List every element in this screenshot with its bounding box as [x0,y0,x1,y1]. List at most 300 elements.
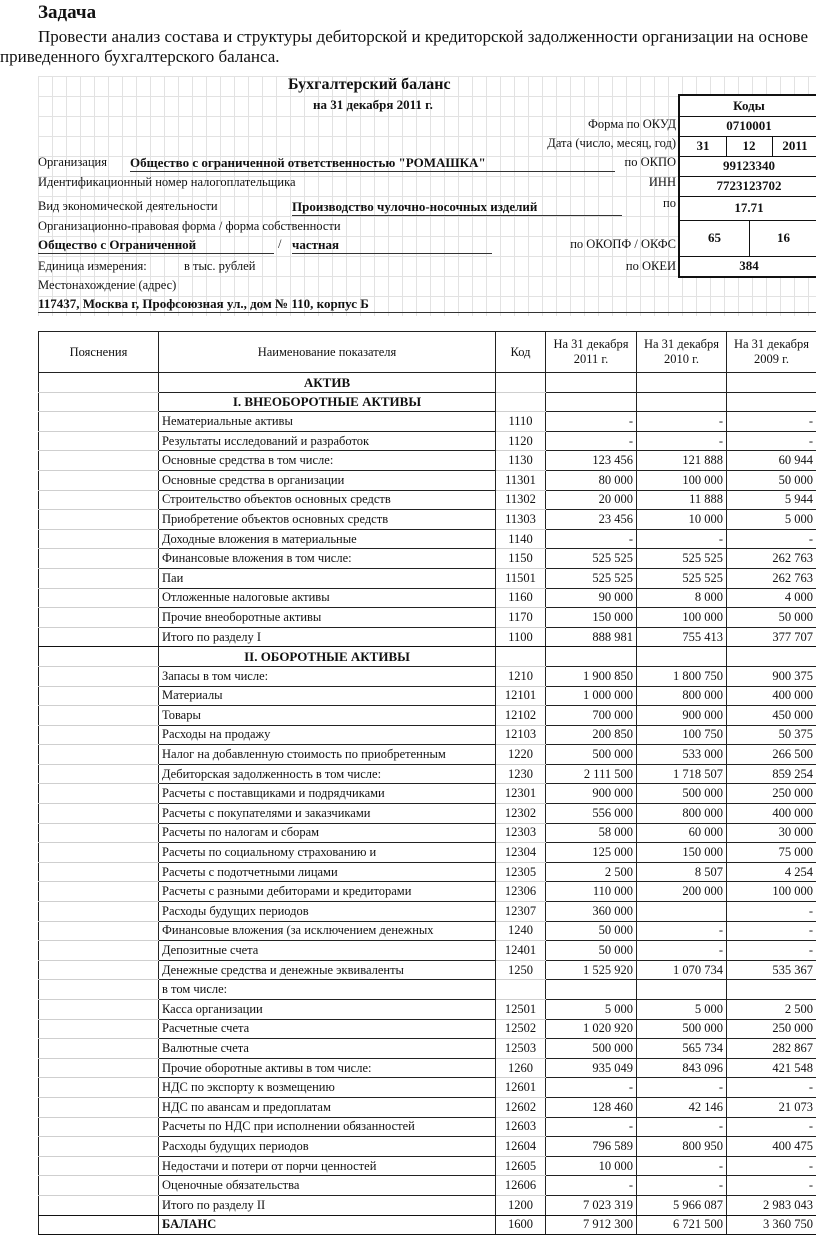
value-2011-cell [546,373,637,393]
code-cell: 1120 [496,431,546,451]
notes-cell [39,921,159,941]
notes-cell [39,1097,159,1117]
code-cell: 12604 [496,1137,546,1157]
name-cell: Отложенные налоговые активы [159,588,496,608]
table-row [39,843,816,863]
balance-table [38,331,816,1235]
value-2011-cell: 10 000 [546,1156,637,1176]
value-2009-cell: 400 475 [727,1137,816,1157]
value-2010-cell: 5 000 [637,1000,727,1020]
table-row [39,960,816,980]
value-2011-cell: 58 000 [546,823,637,843]
notes-cell [39,568,159,588]
notes-cell [39,666,159,686]
code-cell [496,373,546,393]
okpo-value: 99123340 [680,156,816,177]
value-2009-cell: 21 073 [727,1097,816,1117]
notes-cell [39,1058,159,1078]
okopf-value: 65 [680,220,750,256]
date-codes [680,136,816,157]
notes-cell [39,1176,159,1196]
value-2009-cell: 859 254 [727,764,816,784]
value-2010-cell: 11 888 [637,490,727,510]
table-row [39,666,816,686]
value-2011-cell: 796 589 [546,1137,637,1157]
notes-cell [39,490,159,510]
name-cell: Итого по разделу II [159,1195,496,1215]
table-row [39,529,816,549]
okei-value: 384 [739,258,759,273]
code-cell [496,980,546,1000]
codes-box [678,94,816,278]
name-cell: НДС по авансам и предоплатам [159,1097,496,1117]
document-date: на 31 декабря 2011 г. [313,97,433,112]
value-2010-cell: 800 000 [637,804,727,824]
value-2010-cell: - [637,529,727,549]
name-cell: БАЛАНС [159,1215,496,1235]
table-row [39,1117,816,1137]
code-cell: 11301 [496,470,546,490]
code-cell: 1160 [496,588,546,608]
org-value: Общество с ограниченной ответственностью "РОМАШКА" [130,155,615,172]
value-2009-cell: 50 000 [727,470,816,490]
notes-cell [39,1019,159,1039]
value-2011-cell: 5 000 [546,1000,637,1020]
table-row [39,392,816,412]
notes-cell [39,431,159,451]
value-2009-cell: 4 254 [727,862,816,882]
value-2009-cell: 450 000 [727,706,816,726]
name-cell: Расходы на продажу [159,725,496,745]
notes-cell [39,745,159,765]
value-2011-cell: 125 000 [546,843,637,863]
code-cell: 1260 [496,1058,546,1078]
value-2009-cell: 262 763 [727,549,816,569]
code-cell: 12501 [496,1000,546,1020]
name-cell: Запасы в том числе: [159,666,496,686]
okved-value: 17.71 [680,196,816,221]
value-2010-cell: 1 800 750 [637,666,727,686]
name-cell: Расчеты по НДС при исполнении обязанностей [159,1117,496,1137]
code-cell: 12301 [496,784,546,804]
value-2009-cell: 30 000 [727,823,816,843]
table-row [39,706,816,726]
value-2011-cell [546,392,637,412]
code-cell: 12102 [496,706,546,726]
table-row [39,784,816,804]
table-row [39,412,816,432]
value-2009-cell: - [727,529,816,549]
notes-cell [39,373,159,393]
unit-label: Единица измерения: [38,259,147,273]
notes-cell [39,1137,159,1157]
value-2009-cell: 60 944 [727,451,816,471]
table-row [39,745,816,765]
date-label: Дата (число, месяц, год) [547,136,676,150]
value-2009-cell: 266 500 [727,745,816,765]
value-2011-cell: 900 000 [546,784,637,804]
notes-cell [39,1000,159,1020]
value-2009-cell: 2 500 [727,1000,816,1020]
name-cell: Основные средства в организации [159,470,496,490]
value-2010-cell: 525 525 [637,549,727,569]
name-cell: Расчетные счета [159,1019,496,1039]
value-2009-cell: - [727,1156,816,1176]
code-cell: 12601 [496,1078,546,1098]
value-2011-cell: - [546,431,637,451]
value-2011-cell: 935 049 [546,1058,637,1078]
code-cell: 12103 [496,725,546,745]
okei-label: по ОКЕИ [625,259,676,273]
value-2011-cell: 2 111 500 [546,764,637,784]
table-row [39,451,816,471]
value-2010-cell: 6 721 500 [637,1215,727,1235]
name-cell: I. ВНЕОБОРОТНЫЕ АКТИВЫ [159,392,496,412]
value-2011-cell: 525 525 [546,549,637,569]
value-2011-cell [546,980,637,1000]
code-cell: 12306 [496,882,546,902]
table-row [39,823,816,843]
code-cell: 12302 [496,804,546,824]
value-2009-cell: 4 000 [727,588,816,608]
value-2009-cell: - [727,1176,816,1196]
value-2009-cell: 400 000 [727,804,816,824]
name-cell: Касса организации [159,1000,496,1020]
name-cell: Денежные средства и денежные эквиваленты [159,960,496,980]
name-cell: Недостачи и потери от порчи ценностей [159,1156,496,1176]
value-2011-cell: 123 456 [546,451,637,471]
notes-cell [39,980,159,1000]
notes-cell [39,608,159,628]
name-cell: Оценочные обязательства [159,1176,496,1196]
value-2009-cell: 535 367 [727,960,816,980]
value-2010-cell: 42 146 [637,1097,727,1117]
table-row [39,510,816,530]
date-month: 12 [726,136,773,156]
value-2011-cell: 80 000 [546,470,637,490]
value-2009-cell [727,647,816,667]
value-2010-cell [637,980,727,1000]
col-2009-header: На 31 декабря 2009 г. [727,332,816,373]
name-cell: НДС по экспорту к возмещению [159,1078,496,1098]
code-cell: 1200 [496,1195,546,1215]
value-2011-cell: 700 000 [546,706,637,726]
notes-cell [39,882,159,902]
value-2009-cell: 5 944 [727,490,816,510]
code-cell: 1130 [496,451,546,471]
name-cell: II. ОБОРОТНЫЕ АКТИВЫ [159,647,496,667]
value-2010-cell: 100 000 [637,470,727,490]
table-row [39,725,816,745]
code-cell: 1250 [496,960,546,980]
value-2009-cell: 377 707 [727,627,816,647]
code-cell: 1170 [496,608,546,628]
value-2009-cell: 2 983 043 [727,1195,816,1215]
value-2010-cell: - [637,1176,727,1196]
value-2009-cell: - [727,431,816,451]
name-cell: Строительство объектов основных средств [159,490,496,510]
legal-form-slash: / [278,237,282,251]
table-row [39,1195,816,1215]
code-cell [496,647,546,667]
name-cell: Расчеты с поставщиками и подрядчиками [159,784,496,804]
notes-cell [39,588,159,608]
unit-value: в тыс. рублей [184,259,256,273]
code-cell: 1600 [496,1215,546,1235]
ownership-value: частная [292,237,492,254]
value-2010-cell: 8 000 [637,588,727,608]
value-2010-cell: 5 966 087 [637,1195,727,1215]
okopf-label: по ОКОПФ / ОКФС [570,237,676,251]
org-label: Организация [38,155,107,169]
table-row [39,1156,816,1176]
value-2011-cell: 50 000 [546,921,637,941]
value-2010-cell: - [637,1156,727,1176]
value-2010-cell: 8 507 [637,862,727,882]
value-2011-cell: 2 500 [546,862,637,882]
value-2010-cell: - [637,1078,727,1098]
code-cell: 12401 [496,941,546,961]
value-2010-cell: 60 000 [637,823,727,843]
value-2009-cell: 421 548 [727,1058,816,1078]
code-cell: 12305 [496,862,546,882]
code-cell: 1100 [496,627,546,647]
code-cell: 12304 [496,843,546,863]
table-row [39,804,816,824]
notes-cell [39,686,159,706]
value-2010-cell [637,647,727,667]
notes-cell [39,1215,159,1235]
notes-cell [39,764,159,784]
name-cell: Результаты исследований и разработок [159,431,496,451]
code-cell: 11501 [496,568,546,588]
notes-cell [39,647,159,667]
notes-cell [39,1039,159,1059]
table-row [39,1215,816,1235]
table-row [39,980,816,1000]
name-cell: в том числе: [159,980,496,1000]
address-value: 117437, Москва г, Профсоюзная ул., дом № 110, корпус Б [38,296,816,313]
value-2011-cell: 150 000 [546,608,637,628]
document-title: Бухгалтерский баланс [288,76,451,93]
name-cell: Расчеты по налогам и сборам [159,823,496,843]
name-cell: Финансовые вложения (за исключением денежных [159,921,496,941]
name-cell: Расходы будущих периодов [159,1137,496,1157]
name-cell: Паи [159,568,496,588]
value-2009-cell [727,373,816,393]
activity-label: Вид экономической деятельности [38,199,218,213]
table-row [39,1039,816,1059]
table-row [39,921,816,941]
table-row [39,549,816,569]
okud-label: Форма по ОКУД [588,117,676,131]
table-row [39,902,816,922]
notes-cell [39,960,159,980]
notes-cell [39,529,159,549]
value-2011-cell: 500 000 [546,1039,637,1059]
balance-table-body [39,373,816,1235]
value-2010-cell: - [637,921,727,941]
table-row [39,686,816,706]
code-cell: 11303 [496,510,546,530]
code-cell: 1230 [496,764,546,784]
value-2010-cell: 800 950 [637,1137,727,1157]
value-2009-cell: - [727,941,816,961]
okfs-value: 16 [777,230,790,245]
notes-cell [39,725,159,745]
notes-cell [39,1195,159,1215]
value-2009-cell: 100 000 [727,882,816,902]
address-label: Местонахождение (адрес) [38,278,177,292]
name-cell: АКТИВ [159,373,496,393]
table-row [39,627,816,647]
table-row [39,1019,816,1039]
notes-cell [39,510,159,530]
name-cell: Основные средства в том числе: [159,451,496,471]
table-row [39,1176,816,1196]
name-cell: Нематериальные активы [159,412,496,432]
table-row [39,1058,816,1078]
value-2009-cell: - [727,412,816,432]
code-cell: 12605 [496,1156,546,1176]
name-cell: Расчеты с разными дебиторами и кредиторами [159,882,496,902]
notes-cell [39,392,159,412]
name-cell: Товары [159,706,496,726]
col-name-header: Наименование показателя [159,332,496,373]
codes-label: Коды [680,96,816,117]
legal-form-value: Общество с Ограниченной [38,237,274,254]
value-2009-cell: 400 000 [727,686,816,706]
name-cell: Валютные счета [159,1039,496,1059]
notes-cell [39,1117,159,1137]
name-cell: Прочие оборотные активы в том числе: [159,1058,496,1078]
code-cell: 12101 [496,686,546,706]
value-2009-cell [727,980,816,1000]
name-cell: Налог на добавленную стоимость по приобретенным [159,745,496,765]
value-2009-cell: 3 360 750 [727,1215,816,1235]
value-2010-cell: 533 000 [637,745,727,765]
notes-cell [39,941,159,961]
value-2010-cell [637,392,727,412]
task-text: Провести анализ состава и структуры дебиторской и кредиторской задолженности организации на основе приведенного бухгалтерского баланса. [0,27,808,66]
legal-form-label: Организационно-правовая форма / форма собственности [38,219,341,233]
date-day: 31 [680,136,727,156]
value-2009-cell: 5 000 [727,510,816,530]
value-2009-cell: 262 763 [727,568,816,588]
notes-cell [39,1156,159,1176]
value-2011-cell: - [546,1176,637,1196]
table-row [39,490,816,510]
value-2011-cell: 50 000 [546,941,637,961]
table-row [39,588,816,608]
value-2009-cell: - [727,902,816,922]
col-2011-header: На 31 декабря 2011 г. [546,332,637,373]
okpo-label: по ОКПО [624,155,676,169]
code-cell: 11302 [496,490,546,510]
name-cell: Приобретение объектов основных средств [159,510,496,530]
value-2011-cell: - [546,1078,637,1098]
value-2010-cell: 755 413 [637,627,727,647]
value-2009-cell: - [727,1078,816,1098]
code-cell: 1150 [496,549,546,569]
code-cell: 12603 [496,1117,546,1137]
table-row [39,431,816,451]
code-cell: 12503 [496,1039,546,1059]
value-2011-cell: 110 000 [546,882,637,902]
table-row [39,608,816,628]
value-2010-cell: 500 000 [637,1019,727,1039]
value-2010-cell: 1 070 734 [637,960,727,980]
value-2011-cell: 200 850 [546,725,637,745]
inn-row-label: Идентификационный номер налогоплательщика [38,175,296,189]
okud-value: 0710001 [680,116,816,137]
value-2010-cell: 10 000 [637,510,727,530]
value-2011-cell: 7 023 319 [546,1195,637,1215]
value-2009-cell: 900 375 [727,666,816,686]
col-notes-header: Пояснения [39,332,159,373]
value-2010-cell: 843 096 [637,1058,727,1078]
value-2010-cell: 100 000 [637,608,727,628]
value-2011-cell: 128 460 [546,1097,637,1117]
value-2011-cell: - [546,412,637,432]
value-2011-cell: 23 456 [546,510,637,530]
name-cell: Материалы [159,686,496,706]
value-2009-cell: - [727,921,816,941]
name-cell: Финансовые вложения в том числе: [159,549,496,569]
table-row [39,764,816,784]
value-2011-cell: 556 000 [546,804,637,824]
balance-sheet-header [38,76,816,316]
table-row [39,373,816,393]
table-row [39,882,816,902]
notes-cell [39,823,159,843]
table-row [39,568,816,588]
code-cell: 12606 [496,1176,546,1196]
okved-label: по [663,196,676,210]
inn-label: ИНН [648,175,676,189]
name-cell: Расчеты по социальному страхованию и [159,843,496,863]
code-cell: 1140 [496,529,546,549]
table-row [39,941,816,961]
date-year: 2011 [782,138,808,153]
value-2010-cell: - [637,412,727,432]
value-2011-cell: 500 000 [546,745,637,765]
value-2010-cell: 121 888 [637,451,727,471]
value-2010-cell: - [637,1117,727,1137]
col-code-header: Код [496,332,546,373]
value-2010-cell: 900 000 [637,706,727,726]
value-2009-cell: 250 000 [727,1019,816,1039]
notes-cell [39,549,159,569]
value-2011-cell: 1 000 000 [546,686,637,706]
table-row [39,1000,816,1020]
value-2011-cell: 7 912 300 [546,1215,637,1235]
value-2010-cell [637,373,727,393]
value-2011-cell: 1 020 920 [546,1019,637,1039]
value-2010-cell: 100 750 [637,725,727,745]
notes-cell [39,843,159,863]
notes-cell [39,412,159,432]
value-2009-cell: 50 000 [727,608,816,628]
name-cell: Расходы будущих периодов [159,902,496,922]
code-cell [496,392,546,412]
name-cell: Итого по разделу I [159,627,496,647]
value-2011-cell: - [546,1117,637,1137]
name-cell: Прочие внеоборотные активы [159,608,496,628]
code-cell: 1210 [496,666,546,686]
table-row [39,1078,816,1098]
table-row [39,1137,816,1157]
